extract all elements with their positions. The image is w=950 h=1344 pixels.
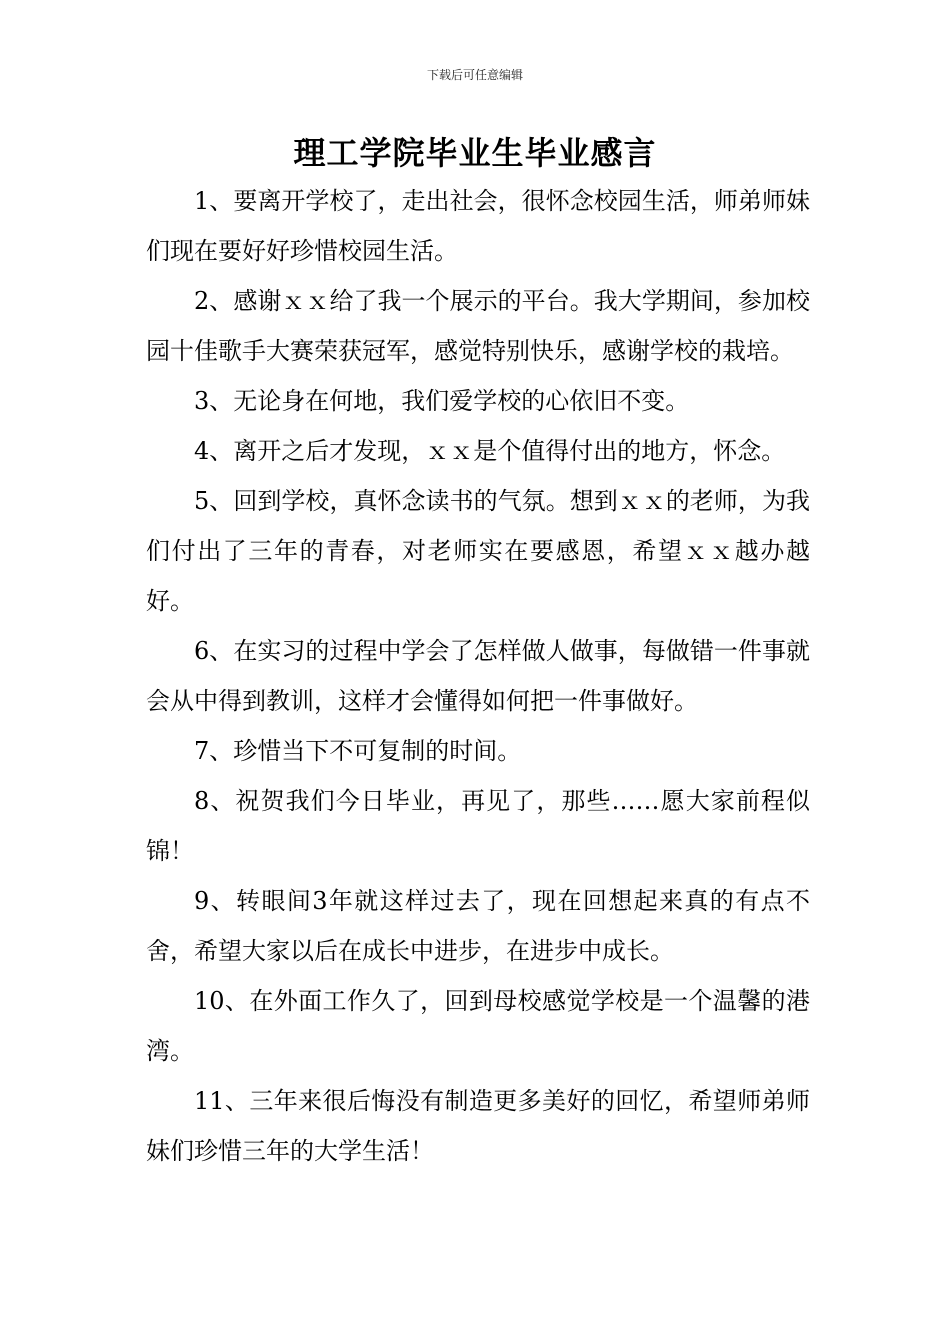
- paragraph-11: 11、三年来很后悔没有制造更多美好的回忆，希望师弟师妹们珍惜三年的大学生活！: [146, 1087, 810, 1165]
- header-note: 下载后可任意编辑: [426, 68, 523, 82]
- paragraph-7: 7、珍惜当下不可复制的时间。: [194, 737, 522, 765]
- paragraph-6: 6、在实习的过程中学会了怎样做人做事，每做错一件事就会从中得到教训，这样才会懂得如何把一件事做好。: [146, 637, 810, 715]
- paragraph-5: 5、回到学校，真怀念读书的气氛。想到ｘｘ的老师，为我们付出了三年的青春，对老师实在要感恩，希望ｘｘ越办越好。: [146, 487, 810, 615]
- paragraph-8: 8、祝贺我们今日毕业，再见了，那些……愿大家前程似锦！: [146, 787, 810, 865]
- paragraph-2: 2、感谢ｘｘ给了我一个展示的平台。我大学期间，参加校园十佳歌手大赛荣获冠军，感觉特别快乐，感谢学校的栽培。: [146, 287, 810, 365]
- document-title: 理工学院毕业生毕业感言: [293, 134, 657, 172]
- document-body: [146, 176, 810, 1176]
- paragraph-3: 3、无论身在何地，我们爱学校的心依旧不变。: [194, 387, 690, 415]
- paragraph-1: 1、要离开学校了，走出社会，很怀念校园生活，师弟师妹们现在要好好珍惜校园生活。: [146, 187, 810, 265]
- paragraph-10: 10、在外面工作久了，回到母校感觉学校是一个温馨的港湾。: [146, 987, 810, 1065]
- paragraph-9: 9、转眼间3年就这样过去了，现在回想起来真的有点不舍，希望大家以后在成长中进步，在进步中成长。: [146, 887, 810, 965]
- paragraph-4: 4、离开之后才发现，ｘｘ是个值得付出的地方，怀念。: [194, 437, 786, 465]
